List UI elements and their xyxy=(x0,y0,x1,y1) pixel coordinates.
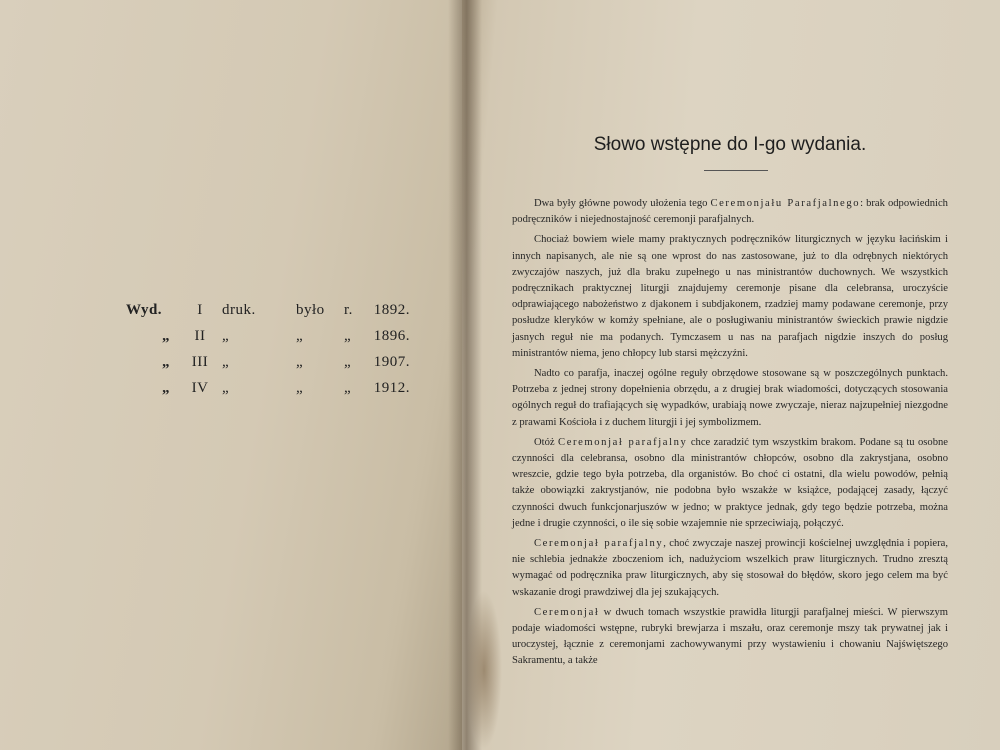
paragraph xyxy=(512,605,948,670)
paragraph-text: chce zaradzić tym wszystkim brakom. Podane są tu osobne czynności dla celebransa, osobno dla ministrantów chłopców, osobno dla zakrystjana, osobno wreszcie, gdzie tego była potrzeba, dla organistów. Bo choć ci ostatni, dla wielu powodów, pełnią także obowiązki zakrystjanów, nie podobna było wszakże w książce, podającej zasady, łączyć czynności dwuch funkcjonarjuszów w jedno; w praktyce jednak, gdy tego będzie potrzeba, można jedne i drugie czynności, o ile się sobie wzajemnie nie sprzeciwiają, połączyć. xyxy=(512,436,949,529)
edition-number: II xyxy=(194,328,206,344)
edition-row xyxy=(126,328,410,354)
paragraph-text: : brak odpowiednich podręczników i niejednostajność ceremonji parafjalnych. xyxy=(512,198,948,226)
edition-number: IV xyxy=(191,380,209,396)
edition-word: „ xyxy=(344,328,352,344)
edition-label: „ xyxy=(162,380,170,396)
edition-word: „ xyxy=(344,380,352,396)
edition-year: 1896. xyxy=(373,328,410,344)
edition-number: I xyxy=(197,302,203,318)
spaced-title: Ceremonjał parafjalny xyxy=(558,436,688,448)
edition-row xyxy=(126,302,410,328)
edition-label: Wyd. xyxy=(126,302,163,318)
edition-label: „ xyxy=(162,328,170,344)
edition-word: było xyxy=(296,302,325,318)
edition-word: „ xyxy=(296,328,304,344)
edition-word: „ xyxy=(296,354,304,370)
paragraph-text: Nadto co parafja, inaczej ogólne reguły obrzędowe stosowane są w poszczególnych punktach. Potrzeba z jednej strony dopełnienia obrzędu, a z drugiej brak wiadomości, dotyczących stosowania ogólnych reguł do trafiających się wypadków, urabiają nowe zwyczaje, nieraz najzupełniej niezgodne z prawami Kościoła i z duchem liturgji i jej symbolizmem. xyxy=(512,368,948,428)
page-heading: Słowo wstępne do I-go wydania. xyxy=(593,134,867,155)
edition-word: „ xyxy=(222,328,230,344)
edition-list xyxy=(126,302,410,406)
paragraph-text: Dwa były główne powody ułożenia tego xyxy=(534,198,711,209)
spaced-title: Ceremonjał xyxy=(534,606,600,618)
edition-word: „ xyxy=(222,380,230,396)
paragraph-text: , choć zwyczaje naszej prowincji kościelnej uwzględnia i popiera, nie schlebia jednakże zboczeniom ich, nadużyciom wszelkich praw liturgicznych. Trudno zresztą wymagać od podręcznika praw liturgicznych, aby się stosował do błędów, skoro jego celem ma być wskazanie drogi prawdziwej dla jej szukających. xyxy=(512,538,949,598)
edition-row xyxy=(126,380,410,406)
edition-row xyxy=(126,354,410,380)
paragraph xyxy=(512,435,948,532)
paragraph xyxy=(512,196,948,228)
paragraph xyxy=(512,366,948,431)
paragraph xyxy=(512,536,948,601)
paragraph-text: Otóż xyxy=(534,436,559,448)
spaced-title: Ceremonjał parafjalny xyxy=(534,538,664,550)
edition-year: 1892. xyxy=(373,302,410,318)
edition-word: „ xyxy=(296,380,304,396)
edition-word: r. xyxy=(344,302,353,318)
water-stain xyxy=(466,590,502,750)
preface-text xyxy=(512,196,948,674)
left-page xyxy=(0,0,462,750)
edition-year: 1912. xyxy=(373,380,410,396)
paragraph xyxy=(512,232,948,362)
edition-word: „ xyxy=(222,354,230,370)
edition-number: III xyxy=(191,354,209,370)
edition-year: 1907. xyxy=(373,354,410,370)
paragraph-text: w dwuch tomach wszystkie prawidła liturgji parafjalnej mieści. W pierwszym podaje wiadomości wstępne, rubryki brewjarza i mszału, oraz ceremonje mszy tak prywatnej jak i uroczystej, łącznie z ceremonjami zachowywanymi przy wystawieniu i chowaniu Najświętszego Sakramentu, a także xyxy=(512,606,948,667)
edition-label: „ xyxy=(162,354,170,370)
edition-word: druk. xyxy=(222,302,256,318)
heading-divider xyxy=(704,170,768,171)
spaced-title: Ceremonjału Parafjalnego xyxy=(710,198,861,209)
edition-word: „ xyxy=(344,354,352,370)
paragraph-text: Chociaż bowiem wiele mamy praktycznych podręczników liturgicznych w języku łacińskim i innych napisanych, ale nie są one wprost do nas zastosowane, już to dla odrębnych niektórych zwyczajów naszych, już dla braku zupełnego u nas ministrantów duchownych. We wszystkich podręcznikach praktycznej liturgji znajdujemy ceremonje pisane dla celebransa, uroczyście odprawiającego nabożeństwo z djakonem i subdjakonem, rzadziej mamy podawane ceremonje, przy posłudze kleryków w komży spełniane, ale o posługiwaniu ministrantów świeckich prawie nigdzie jasnych reguł nie ma podanych. Tymczasem u nas na parafjach nigdzie inszych do posług ministrantów niema, jeno chłopcy lub starsi mężczyźni. xyxy=(512,234,948,359)
